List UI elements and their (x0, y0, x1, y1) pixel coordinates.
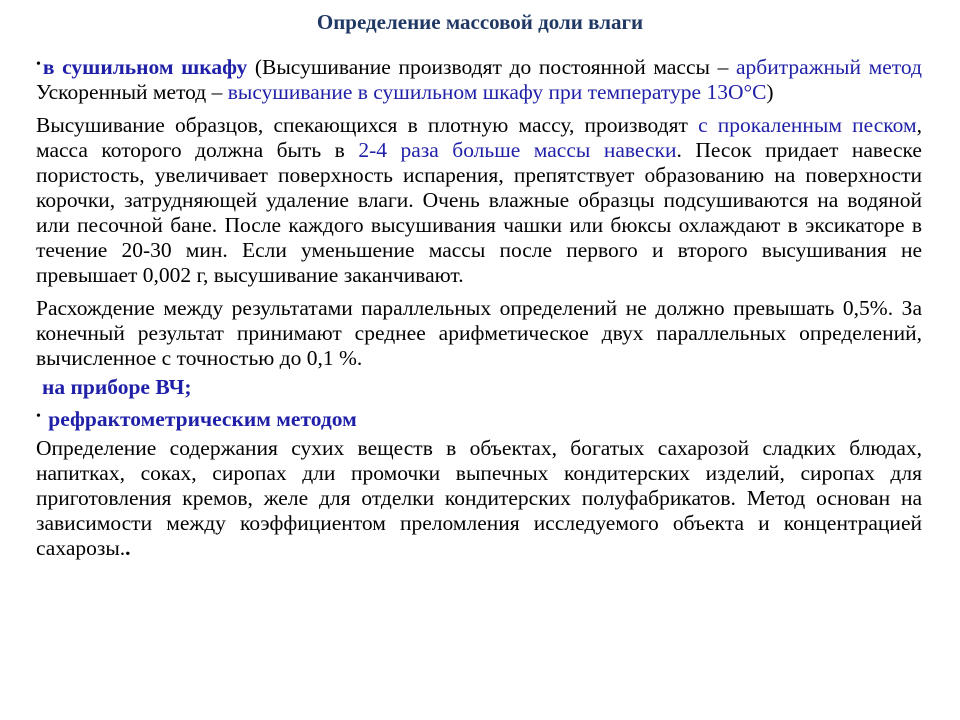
text-span: . (125, 536, 131, 560)
text-span: рефрактометрическим методом (48, 407, 357, 431)
text-span: Ускоренный метод – (36, 80, 228, 104)
highlight-span: арбитражный метод (736, 55, 922, 79)
method-heading-vch-device (36, 375, 922, 400)
paragraph-discrepancy (36, 296, 922, 371)
method-heading-refractometric (36, 404, 922, 432)
text-span: (Высушивание производят до постоянной массы – (247, 55, 736, 79)
text-span: Определение содержания сухих веществ в объектах, богатых сахарозой сладких блюдах, напитках, соках, сиропах дли промочки выпечных кондитерских изделий, сиропах для приготовления кремов, желе для отделки кондитерских полуфабрикатов. Метод основан на зависимости между коэффициентом преломления исследуемого объекта и концентрацией сахарозы. (36, 436, 922, 560)
text-span: Высушивание образцов, спекающихся в плотную массу, производят (36, 113, 699, 137)
paragraph-refractometric (36, 436, 922, 561)
text-span: . Песок придает навеске пористость, увеличивает поверхность испарения, препятствует образованию на поверхности корочки, затрудняющей удаление влаги. Очень влажные образцы подсушиваются на водяной или песочной бане. После каждого высушивания чашки или бюксы охлаждают в эксикаторе в течение 20-30 мин. Если уменьшение массы после первого и второго высушивания не превышает 0,002 г, высушивание заканчивают. (36, 138, 922, 287)
text-span: , масса которого должна быть в (36, 113, 922, 162)
paragraph-sand-drying (36, 113, 922, 288)
text-span: ) (766, 80, 774, 104)
paragraph-drying-oven (36, 52, 922, 105)
highlight-span: 2-4 раза больше массы навески (358, 138, 677, 162)
text-span: на приборе ВЧ; (42, 375, 192, 399)
text-span: Расхождение между результатами параллельных определений не должно превышать 0,5%. За конечный результат принимают среднее арифметическое двух параллельных определений, вычисленное с точностью до 0,1 %. (36, 296, 922, 370)
highlight-span: с прокаленным песком (698, 113, 917, 137)
bullet-icon: • (36, 409, 41, 424)
highlight-span: высушивание в сушильном шкафу при температуре 13О°С (227, 80, 767, 104)
bullet-icon: • (36, 57, 41, 72)
slide-body (36, 52, 922, 561)
slide-title: Определение массовой доли влаги (316, 10, 644, 34)
method-heading-drying-oven: в сушильном шкафу (42, 55, 248, 79)
